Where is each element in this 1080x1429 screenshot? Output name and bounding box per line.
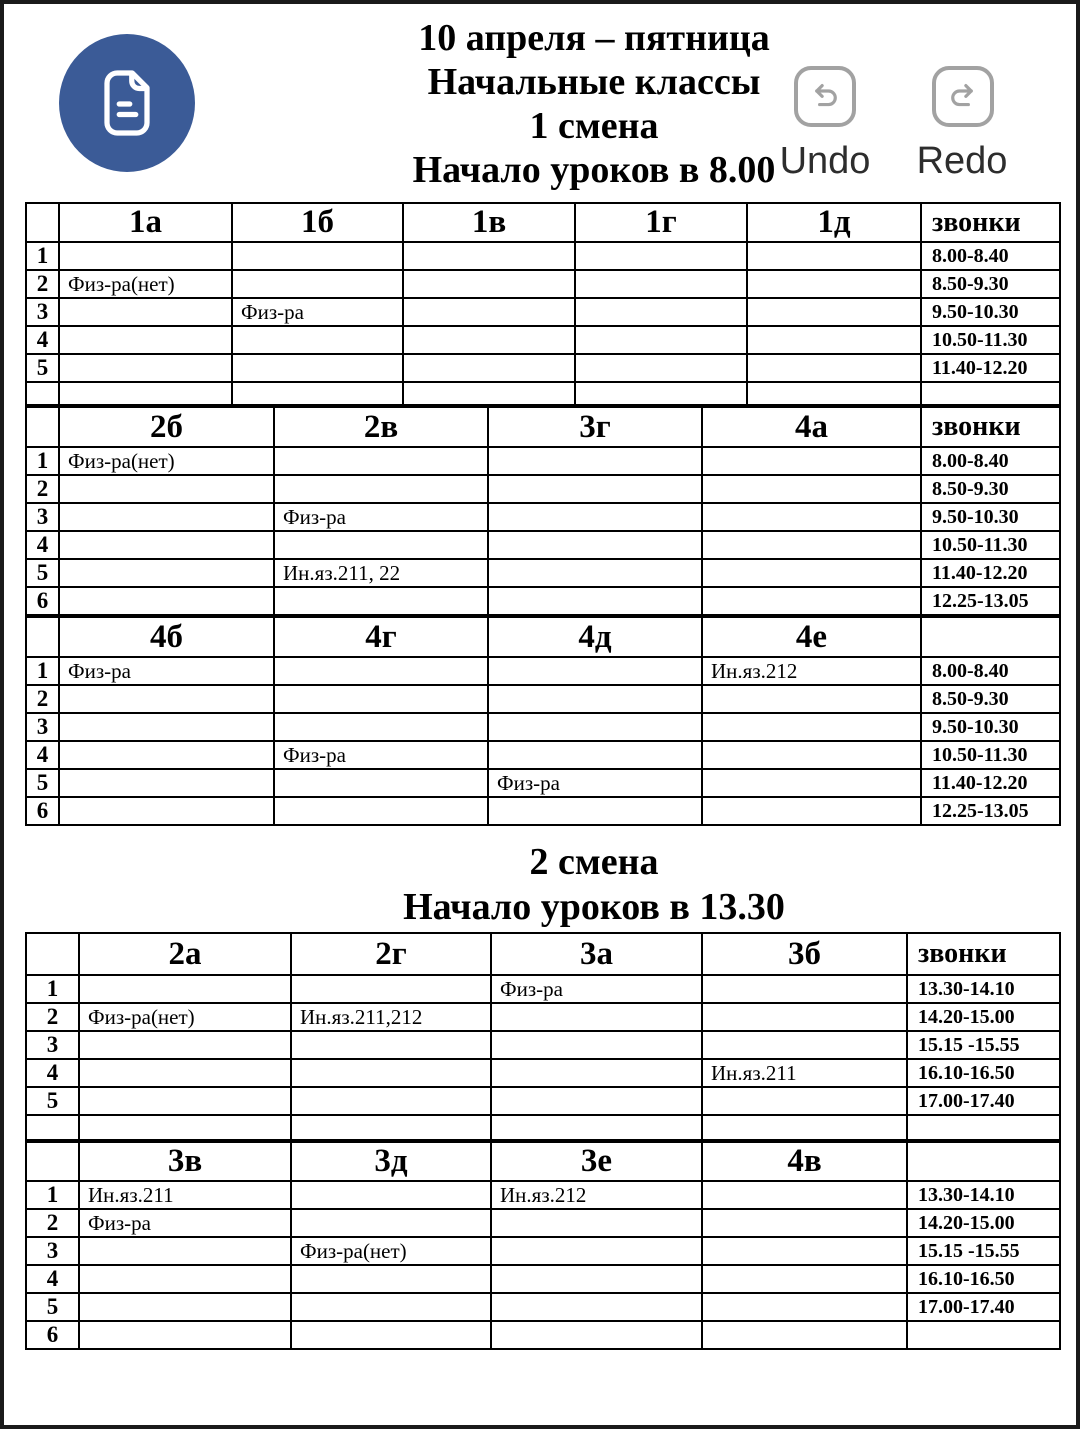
lesson-cell bbox=[274, 769, 488, 797]
lesson-cell bbox=[702, 587, 921, 615]
lesson-cell bbox=[59, 741, 274, 769]
lesson-cell bbox=[232, 270, 403, 298]
lesson-cell bbox=[59, 797, 274, 825]
undo-label[interactable]: Undo bbox=[779, 140, 871, 182]
lesson-cell bbox=[291, 1115, 491, 1140]
time-cell: 9.50-10.30 bbox=[921, 713, 1060, 741]
lesson-cell bbox=[403, 382, 575, 405]
lesson-cell bbox=[702, 447, 921, 475]
bells-header: звонки bbox=[921, 203, 1060, 242]
period-number: 3 bbox=[26, 1237, 79, 1265]
lesson-cell bbox=[575, 326, 747, 354]
time-cell: 8.00-8.40 bbox=[921, 657, 1060, 685]
period-number: 1 bbox=[26, 242, 59, 270]
undo-button[interactable] bbox=[794, 66, 856, 127]
time-cell: 12.25-13.05 bbox=[921, 797, 1060, 825]
lesson-cell bbox=[702, 1087, 907, 1115]
redo-button[interactable] bbox=[932, 66, 994, 127]
time-cell: 10.50-11.30 bbox=[921, 741, 1060, 769]
lesson-cell: Физ-ра bbox=[274, 741, 488, 769]
shift1-tables bbox=[25, 202, 1061, 826]
lesson-cell bbox=[291, 1293, 491, 1321]
period-number: 5 bbox=[26, 1087, 79, 1115]
header-row bbox=[26, 203, 1060, 242]
lesson-cell bbox=[491, 1031, 702, 1059]
bells-header bbox=[907, 1142, 1060, 1181]
time-cell: 14.20-15.00 bbox=[907, 1209, 1060, 1237]
corner-cell bbox=[26, 203, 59, 242]
lesson-cell: Физ-ра(нет) bbox=[59, 270, 232, 298]
header-row bbox=[26, 407, 1060, 447]
lesson-row bbox=[26, 531, 1060, 559]
lesson-cell bbox=[491, 1059, 702, 1087]
lesson-cell bbox=[747, 242, 921, 270]
shift1-table-2-mount bbox=[25, 406, 1061, 616]
time-cell: 10.50-11.30 bbox=[921, 531, 1060, 559]
shift2-title bbox=[104, 840, 1080, 930]
lesson-cell bbox=[291, 1321, 491, 1349]
lesson-cell bbox=[702, 1321, 907, 1349]
lesson-cell: Физ-ра(нет) bbox=[59, 447, 274, 475]
corner-cell bbox=[26, 1142, 79, 1181]
lesson-cell bbox=[491, 1265, 702, 1293]
lesson-cell bbox=[274, 475, 488, 503]
lesson-cell bbox=[59, 298, 232, 326]
period-number: 3 bbox=[26, 298, 59, 326]
period-number bbox=[26, 382, 59, 405]
period-number: 2 bbox=[26, 1003, 79, 1031]
lesson-row bbox=[26, 769, 1060, 797]
lesson-cell bbox=[491, 1115, 702, 1140]
lesson-cell bbox=[488, 587, 702, 615]
lesson-cell bbox=[488, 475, 702, 503]
lesson-cell bbox=[747, 382, 921, 405]
class-header: 3в bbox=[79, 1142, 291, 1181]
time-cell: 8.00-8.40 bbox=[921, 242, 1060, 270]
lesson-cell bbox=[232, 242, 403, 270]
time-cell: 9.50-10.30 bbox=[921, 298, 1060, 326]
period-number: 6 bbox=[26, 1321, 79, 1349]
time-cell: 16.10-16.50 bbox=[907, 1059, 1060, 1087]
class-header: 4д bbox=[488, 617, 702, 657]
class-header: 3е bbox=[491, 1142, 702, 1181]
class-header: 4б bbox=[59, 617, 274, 657]
lesson-cell bbox=[702, 769, 921, 797]
lesson-row bbox=[26, 685, 1060, 713]
lesson-cell bbox=[79, 1059, 291, 1087]
lesson-cell bbox=[747, 270, 921, 298]
time-cell bbox=[907, 1321, 1060, 1349]
bells-header: звонки bbox=[921, 407, 1060, 447]
lesson-cell bbox=[488, 531, 702, 559]
lesson-cell bbox=[747, 298, 921, 326]
lesson-cell bbox=[59, 475, 274, 503]
period-number: 1 bbox=[26, 657, 59, 685]
class-header: 1г bbox=[575, 203, 747, 242]
lesson-cell bbox=[274, 685, 488, 713]
schedule-table-2 bbox=[25, 406, 1061, 616]
lesson-cell bbox=[702, 1031, 907, 1059]
redo-arrow-icon bbox=[944, 78, 982, 116]
time-cell: 8.00-8.40 bbox=[921, 447, 1060, 475]
lesson-cell bbox=[702, 741, 921, 769]
lesson-cell bbox=[79, 975, 291, 1003]
lesson-cell bbox=[488, 797, 702, 825]
lesson-cell bbox=[702, 1265, 907, 1293]
lesson-cell bbox=[274, 531, 488, 559]
bells-header bbox=[921, 617, 1060, 657]
lesson-cell: Физ-ра(нет) bbox=[291, 1237, 491, 1265]
period-number: 2 bbox=[26, 270, 59, 298]
period-number: 5 bbox=[26, 559, 59, 587]
lesson-cell bbox=[488, 447, 702, 475]
lesson-row bbox=[26, 270, 1060, 298]
lesson-cell bbox=[59, 685, 274, 713]
lesson-cell bbox=[291, 1059, 491, 1087]
lesson-cell bbox=[702, 1115, 907, 1140]
lesson-row bbox=[26, 242, 1060, 270]
lesson-cell bbox=[747, 326, 921, 354]
class-header: 2а bbox=[79, 933, 291, 975]
header-row bbox=[26, 617, 1060, 657]
class-header: 4г bbox=[274, 617, 488, 657]
lesson-cell bbox=[59, 242, 232, 270]
corner-cell bbox=[26, 407, 59, 447]
class-header: 4а bbox=[702, 407, 921, 447]
period-number: 5 bbox=[26, 769, 59, 797]
time-cell: 15.15 -15.55 bbox=[907, 1031, 1060, 1059]
lesson-cell bbox=[403, 270, 575, 298]
time-cell: 11.40-12.20 bbox=[921, 769, 1060, 797]
lesson-cell bbox=[491, 1293, 702, 1321]
lesson-cell bbox=[291, 975, 491, 1003]
lesson-cell: Физ-ра bbox=[59, 657, 274, 685]
time-cell: 9.50-10.30 bbox=[921, 503, 1060, 531]
lesson-cell bbox=[79, 1321, 291, 1349]
lesson-row bbox=[26, 475, 1060, 503]
lesson-cell bbox=[291, 1181, 491, 1209]
lesson-cell bbox=[702, 797, 921, 825]
lesson-cell bbox=[274, 587, 488, 615]
time-cell: 13.30-14.10 bbox=[907, 975, 1060, 1003]
corner-cell bbox=[26, 933, 79, 975]
lesson-cell bbox=[291, 1265, 491, 1293]
time-cell: 17.00-17.40 bbox=[907, 1087, 1060, 1115]
lesson-cell bbox=[59, 503, 274, 531]
class-header: 3а bbox=[491, 933, 702, 975]
schedule-table-4 bbox=[25, 932, 1061, 1141]
lesson-cell bbox=[702, 1003, 907, 1031]
lesson-cell bbox=[702, 475, 921, 503]
lesson-cell: Ин.яз.211,212 bbox=[291, 1003, 491, 1031]
lesson-cell bbox=[59, 559, 274, 587]
lesson-cell bbox=[702, 975, 907, 1003]
lesson-cell: Физ-ра(нет) bbox=[79, 1003, 291, 1031]
class-header: 4в bbox=[702, 1142, 907, 1181]
lesson-cell bbox=[491, 1321, 702, 1349]
class-header: 1б bbox=[232, 203, 403, 242]
redo-label[interactable]: Redo bbox=[916, 140, 1008, 182]
lesson-cell bbox=[291, 1031, 491, 1059]
lesson-cell bbox=[491, 1003, 702, 1031]
lesson-cell: Физ-ра bbox=[491, 975, 702, 1003]
lesson-row bbox=[26, 1087, 1060, 1115]
lesson-cell bbox=[488, 713, 702, 741]
lesson-cell bbox=[488, 741, 702, 769]
shift2-title-line-1: 2 смена bbox=[529, 841, 659, 883]
lesson-cell bbox=[79, 1031, 291, 1059]
lesson-cell: Ин.яз.211 bbox=[702, 1059, 907, 1087]
period-number: 3 bbox=[26, 713, 59, 741]
shift1-table-1-mount bbox=[25, 202, 1061, 406]
class-header: 2б bbox=[59, 407, 274, 447]
lesson-cell bbox=[702, 713, 921, 741]
period-number: 6 bbox=[26, 587, 59, 615]
lesson-cell bbox=[575, 242, 747, 270]
lesson-cell bbox=[79, 1087, 291, 1115]
lesson-row bbox=[26, 657, 1060, 685]
time-cell: 8.50-9.30 bbox=[921, 270, 1060, 298]
period-number: 2 bbox=[26, 1209, 79, 1237]
time-cell: 8.50-9.30 bbox=[921, 475, 1060, 503]
class-header: 1в bbox=[403, 203, 575, 242]
lesson-cell bbox=[488, 657, 702, 685]
lesson-row bbox=[26, 797, 1060, 825]
class-header: 4е bbox=[702, 617, 921, 657]
period-number: 2 bbox=[26, 475, 59, 503]
lesson-cell bbox=[488, 503, 702, 531]
lesson-row bbox=[26, 559, 1060, 587]
lesson-cell bbox=[702, 559, 921, 587]
title-line-2: Начальные классы bbox=[427, 61, 761, 103]
shift2-tables bbox=[25, 932, 1061, 1350]
period-number: 4 bbox=[26, 1059, 79, 1087]
time-cell: 16.10-16.50 bbox=[907, 1265, 1060, 1293]
lesson-cell bbox=[575, 354, 747, 382]
lesson-cell bbox=[702, 1293, 907, 1321]
period-number: 3 bbox=[26, 1031, 79, 1059]
corner-cell bbox=[26, 617, 59, 657]
lesson-cell: Ин.яз.211 bbox=[79, 1181, 291, 1209]
lesson-row bbox=[26, 1321, 1060, 1349]
lesson-cell: Физ-ра bbox=[488, 769, 702, 797]
class-header: 3г bbox=[488, 407, 702, 447]
lesson-cell bbox=[702, 1237, 907, 1265]
class-header: 1д bbox=[747, 203, 921, 242]
lesson-row bbox=[26, 1209, 1060, 1237]
lesson-cell bbox=[274, 713, 488, 741]
time-cell bbox=[907, 1115, 1060, 1140]
class-header: 2в bbox=[274, 407, 488, 447]
class-header: 1а bbox=[59, 203, 232, 242]
lesson-cell: Физ-ра bbox=[274, 503, 488, 531]
lesson-cell bbox=[79, 1237, 291, 1265]
lesson-row bbox=[26, 354, 1060, 382]
time-cell: 11.40-12.20 bbox=[921, 354, 1060, 382]
schedule-table-3 bbox=[25, 616, 1061, 826]
shift2-table-2-mount bbox=[25, 1141, 1061, 1350]
lesson-cell bbox=[59, 769, 274, 797]
lesson-cell bbox=[488, 685, 702, 713]
lesson-row bbox=[26, 447, 1060, 475]
bells-header: звонки bbox=[907, 933, 1060, 975]
lesson-cell bbox=[59, 354, 232, 382]
lesson-cell bbox=[291, 1209, 491, 1237]
lesson-cell bbox=[59, 382, 232, 405]
lesson-cell: Физ-ра bbox=[79, 1209, 291, 1237]
undo-arrow-icon bbox=[806, 78, 844, 116]
time-cell: 8.50-9.30 bbox=[921, 685, 1060, 713]
title-line-4: Начало уроков в 8.00 bbox=[412, 149, 776, 191]
period-number: 2 bbox=[26, 685, 59, 713]
period-number: 4 bbox=[26, 1265, 79, 1293]
lesson-cell bbox=[79, 1293, 291, 1321]
lesson-cell bbox=[59, 531, 274, 559]
lesson-row bbox=[26, 1031, 1060, 1059]
time-cell: 11.40-12.20 bbox=[921, 559, 1060, 587]
time-cell: 15.15 -15.55 bbox=[907, 1237, 1060, 1265]
lesson-row bbox=[26, 975, 1060, 1003]
period-number: 4 bbox=[26, 741, 59, 769]
period-number: 1 bbox=[26, 447, 59, 475]
lesson-row bbox=[26, 1059, 1060, 1087]
lesson-cell bbox=[491, 1209, 702, 1237]
lesson-row bbox=[26, 1237, 1060, 1265]
lesson-cell bbox=[274, 657, 488, 685]
time-cell: 14.20-15.00 bbox=[907, 1003, 1060, 1031]
period-number: 3 bbox=[26, 503, 59, 531]
lesson-cell bbox=[491, 1087, 702, 1115]
period-number: 4 bbox=[26, 531, 59, 559]
time-cell: 12.25-13.05 bbox=[921, 587, 1060, 615]
class-header: 3д bbox=[291, 1142, 491, 1181]
period-number: 6 bbox=[26, 797, 59, 825]
lesson-row bbox=[26, 587, 1060, 615]
lesson-cell bbox=[491, 1237, 702, 1265]
lesson-row bbox=[26, 713, 1060, 741]
schedule-table-1 bbox=[25, 202, 1061, 406]
lesson-cell bbox=[232, 326, 403, 354]
header-row bbox=[26, 1142, 1060, 1181]
lesson-cell bbox=[403, 326, 575, 354]
lesson-cell bbox=[403, 298, 575, 326]
shift2-table-1-mount bbox=[25, 932, 1061, 1141]
lesson-cell bbox=[291, 1087, 491, 1115]
lesson-cell bbox=[403, 242, 575, 270]
lesson-row bbox=[26, 382, 1060, 405]
title-line-1: 10 апреля – пятница bbox=[418, 17, 770, 59]
lesson-cell bbox=[488, 559, 702, 587]
lesson-row bbox=[26, 1115, 1060, 1140]
time-cell: 17.00-17.40 bbox=[907, 1293, 1060, 1321]
lesson-cell bbox=[702, 685, 921, 713]
lesson-cell bbox=[59, 326, 232, 354]
lesson-cell: Физ-ра bbox=[232, 298, 403, 326]
header-row bbox=[26, 933, 1060, 975]
lesson-row bbox=[26, 326, 1060, 354]
lesson-cell bbox=[702, 531, 921, 559]
time-cell bbox=[921, 382, 1060, 405]
lesson-cell bbox=[575, 270, 747, 298]
lesson-row bbox=[26, 503, 1060, 531]
lesson-cell bbox=[274, 797, 488, 825]
lesson-cell bbox=[79, 1115, 291, 1140]
lesson-cell bbox=[79, 1265, 291, 1293]
schedule-table-5 bbox=[25, 1141, 1061, 1350]
time-cell: 10.50-11.30 bbox=[921, 326, 1060, 354]
lesson-cell bbox=[59, 713, 274, 741]
lesson-row bbox=[26, 298, 1060, 326]
lesson-row bbox=[26, 1003, 1060, 1031]
lesson-cell: Ин.яз.211, 22 bbox=[274, 559, 488, 587]
lesson-cell bbox=[403, 354, 575, 382]
shift2-title-line-2: Начало уроков в 13.30 bbox=[403, 886, 785, 928]
class-header: 2г bbox=[291, 933, 491, 975]
lesson-cell bbox=[702, 1181, 907, 1209]
lesson-cell bbox=[747, 354, 921, 382]
lesson-cell: Ин.яз.212 bbox=[702, 657, 921, 685]
period-number: 4 bbox=[26, 326, 59, 354]
lesson-cell bbox=[702, 503, 921, 531]
lesson-cell bbox=[575, 382, 747, 405]
lesson-row bbox=[26, 1181, 1060, 1209]
time-cell: 13.30-14.10 bbox=[907, 1181, 1060, 1209]
lesson-row bbox=[26, 741, 1060, 769]
title-line-3: 1 смена bbox=[529, 105, 659, 147]
lesson-row bbox=[26, 1293, 1060, 1321]
period-number: 5 bbox=[26, 354, 59, 382]
class-header: 3б bbox=[702, 933, 907, 975]
period-number: 1 bbox=[26, 1181, 79, 1209]
period-number: 5 bbox=[26, 1293, 79, 1321]
lesson-cell bbox=[232, 382, 403, 405]
lesson-cell: Ин.яз.212 bbox=[491, 1181, 702, 1209]
lesson-cell bbox=[575, 298, 747, 326]
lesson-cell bbox=[274, 447, 488, 475]
period-number: 1 bbox=[26, 975, 79, 1003]
shift1-table-3-mount bbox=[25, 616, 1061, 826]
lesson-cell bbox=[232, 354, 403, 382]
period-number bbox=[26, 1115, 79, 1140]
lesson-cell bbox=[59, 587, 274, 615]
lesson-row bbox=[26, 1265, 1060, 1293]
lesson-cell bbox=[702, 1209, 907, 1237]
